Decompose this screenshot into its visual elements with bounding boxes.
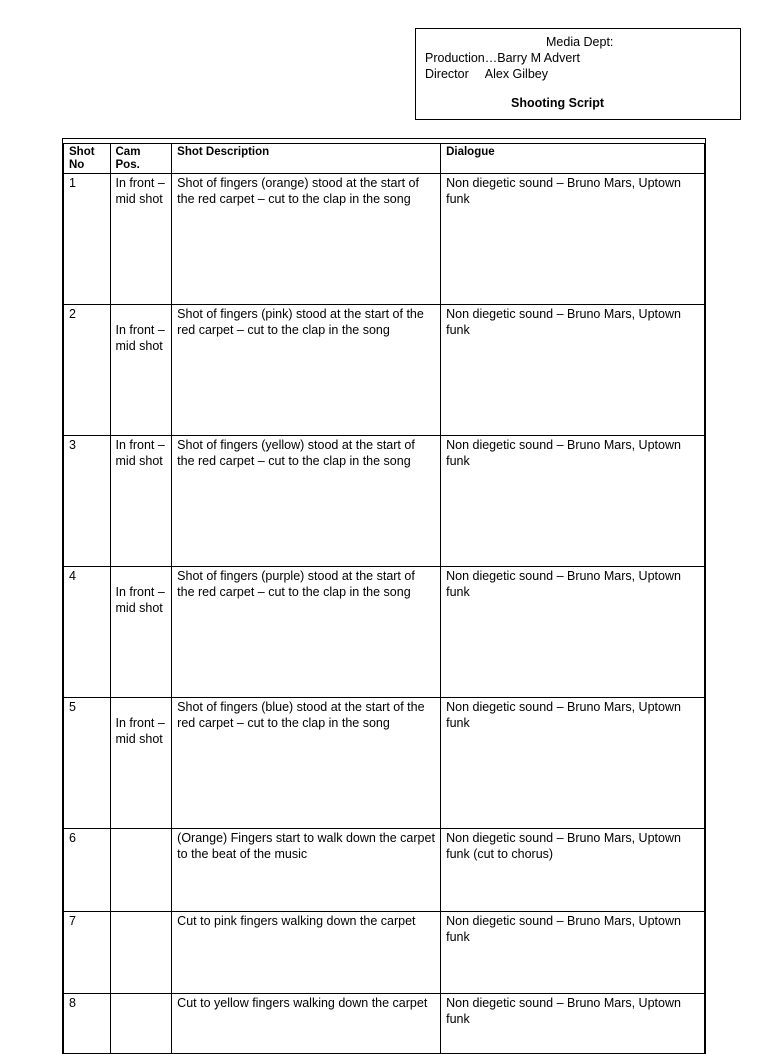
- document-title: Shooting Script: [511, 96, 605, 110]
- cam-pos-cell: In front – mid shot: [110, 174, 172, 305]
- shot-no-cell: 8: [64, 994, 111, 1054]
- dialogue-cell: Non diegetic sound – Bruno Mars, Uptown funk: [441, 174, 705, 305]
- table-header-row: [64, 144, 705, 174]
- shot-no-cell: 5: [64, 698, 111, 829]
- dialogue-cell: Non diegetic sound – Bruno Mars, Uptown funk: [441, 698, 705, 829]
- cam-pos-cell: In front – mid shot: [110, 698, 172, 829]
- director-name: Alex Gilbey: [484, 67, 548, 81]
- cam-pos-cell: In front – mid shot: [110, 436, 172, 567]
- shot-no-cell: 2: [64, 305, 111, 436]
- table-row: [64, 829, 705, 912]
- shot-description-cell: Shot of fingers (pink) stood at the start of the red carpet – cut to the clap in the song: [172, 305, 441, 436]
- dialogue-cell: Non diegetic sound – Bruno Mars, Uptown funk: [441, 567, 705, 698]
- shooting-script-table-frame: [62, 138, 706, 1054]
- column-header-shot-description: Shot Description: [172, 144, 441, 174]
- director-label: Director: [425, 67, 469, 81]
- dialogue-cell: Non diegetic sound – Bruno Mars, Uptown funk: [441, 912, 705, 994]
- column-header-shot-no: Shot No: [64, 144, 111, 174]
- dialogue-cell: Non diegetic sound – Bruno Mars, Uptown funk: [441, 436, 705, 567]
- shot-description-cell: (Orange) Fingers start to walk down the carpet to the beat of the music: [172, 829, 441, 912]
- shot-description-cell: Shot of fingers (orange) stood at the start of the red carpet – cut to the clap in the song: [172, 174, 441, 305]
- director-line: [425, 66, 548, 82]
- production-line: Production…Barry M Advert: [425, 51, 580, 65]
- dialogue-cell: Non diegetic sound – Bruno Mars, Uptown funk: [441, 994, 705, 1054]
- column-header-dialogue: Dialogue: [441, 144, 705, 174]
- shot-no-cell: 7: [64, 912, 111, 994]
- media-dept-label: Media Dept:: [546, 35, 614, 49]
- shot-no-cell: 3: [64, 436, 111, 567]
- table-row: [64, 436, 705, 567]
- column-header-cam-pos: Cam Pos.: [110, 144, 172, 174]
- dialogue-cell: Non diegetic sound – Bruno Mars, Uptown funk (cut to chorus): [441, 829, 705, 912]
- cam-pos-cell: [110, 912, 172, 994]
- shot-description-cell: Shot of fingers (yellow) stood at the start of the red carpet – cut to the clap in the song: [172, 436, 441, 567]
- table-row: [64, 174, 705, 305]
- shot-description-cell: Shot of fingers (blue) stood at the start of the red carpet – cut to the clap in the song: [172, 698, 441, 829]
- table-row: [64, 698, 705, 829]
- cam-pos-cell: In front – mid shot: [110, 567, 172, 698]
- cam-pos-cell: In front – mid shot: [110, 305, 172, 436]
- shot-description-cell: Cut to pink fingers walking down the carpet: [172, 912, 441, 994]
- shot-no-cell: 4: [64, 567, 111, 698]
- shot-no-cell: 1: [64, 174, 111, 305]
- shot-description-cell: Shot of fingers (purple) stood at the start of the red carpet – cut to the clap in the song: [172, 567, 441, 698]
- shot-description-cell: Cut to yellow fingers walking down the carpet: [172, 994, 441, 1054]
- dialogue-cell: Non diegetic sound – Bruno Mars, Uptown funk: [441, 305, 705, 436]
- table-row: [64, 912, 705, 994]
- table-row: [64, 305, 705, 436]
- shot-no-cell: 6: [64, 829, 111, 912]
- table-row: [64, 567, 705, 698]
- shooting-script-table: [63, 143, 705, 1054]
- cam-pos-cell: [110, 829, 172, 912]
- header-box: [415, 28, 741, 120]
